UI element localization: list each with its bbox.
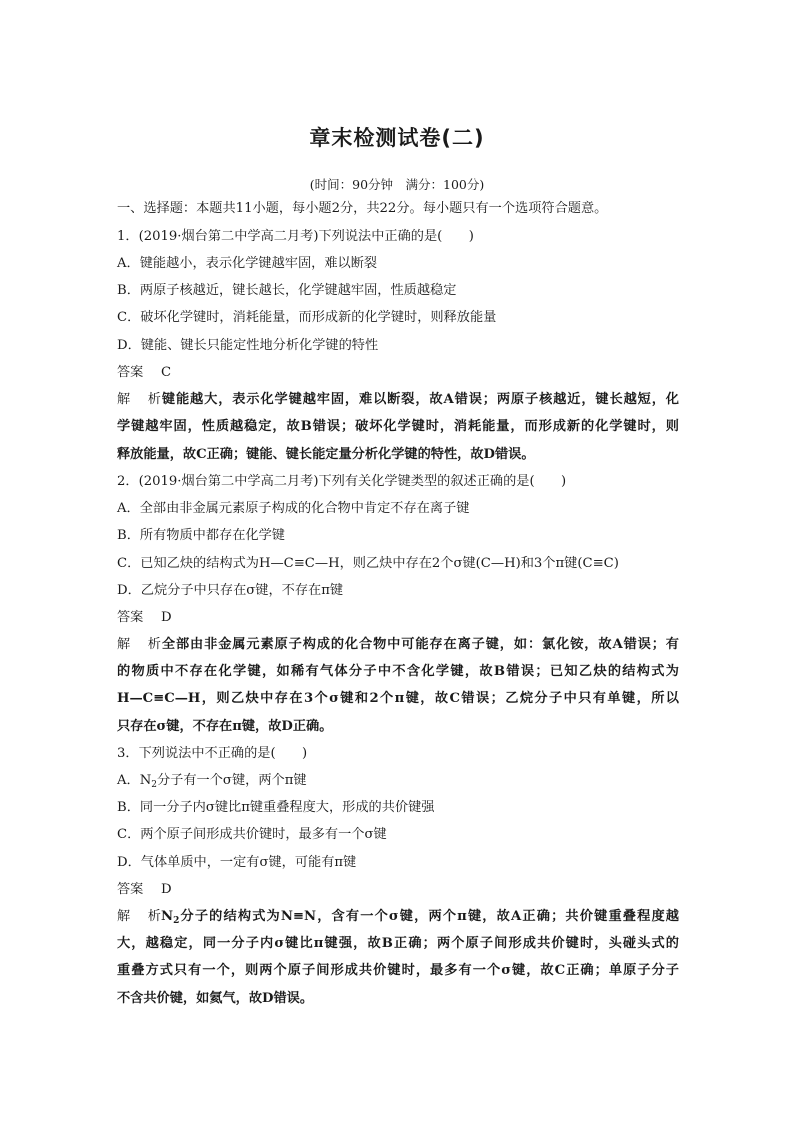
answer-label: 答案	[117, 610, 144, 625]
q3-option-a-prefix: A．N	[117, 773, 152, 788]
q1-option-d: D．键能、键长只能定性地分析化学键的特性	[117, 338, 379, 353]
q3-analysis-line	[117, 908, 679, 930]
exam-time-score: (时间：90分钟 满分：100分)	[309, 177, 485, 192]
q3-analysis-line: 重叠方式只有一个，则两个原子间形成共价键时，最多有一个σ键，故C正确；单原子分子	[117, 963, 679, 978]
q1-option-c: C．破坏化学键时，消耗能量，而形成新的化学键时，则释放能量	[117, 310, 497, 325]
q2-answer-row	[117, 609, 679, 627]
q1-analysis-line: 释放能量，故C正确；键能、键长能定量分析化学键的特性，故D错误。	[117, 447, 535, 462]
q3-answer-row	[117, 881, 679, 899]
analysis-label: 解析	[117, 637, 161, 652]
q1-analysis-line: 学键越牢固，性质越稳定，故B错误；破坏化学键时，消耗能量，而形成新的化学键时，则	[117, 419, 679, 434]
answer-label: 答案	[117, 882, 144, 897]
q2-analysis-line: 只存在σ键，不存在π键，故D正确。	[117, 719, 333, 734]
q1-analysis-line	[117, 391, 679, 409]
subscript: 2	[151, 780, 157, 790]
q2-analysis-line: 的物质中不存在化学键，如稀有气体分子中不含化学键，故B错误；已知乙炔的结构式为	[117, 664, 679, 679]
q3-analysis-line: 不含共价键，如氦气，故D错误。	[117, 991, 314, 1006]
section-heading: 一、选择题：本题共11小题，每小题2分，共22分。每小题只有一个选项符合题意。	[117, 201, 608, 216]
q1-option-b: B．两原子核越近，键长越长，化学键越牢固，性质越稳定	[117, 283, 457, 298]
q3-option-a	[117, 772, 679, 794]
q2-answer: D	[161, 610, 172, 625]
q3-option-d: D．气体单质中，一定有σ键，可能有π键	[117, 855, 357, 870]
q2-analysis-line: H—C≡C—H，则乙炔中存在3个σ键和2个π键，故C错误；乙烷分子中只有单键，所以	[117, 691, 679, 706]
q2-option-a: A．全部由非金属元素原子构成的化合物中肯定不存在离子键	[117, 501, 470, 516]
q1-stem: 1．(2019·烟台第二中学高二月考)下列说法中正确的是( )	[117, 229, 474, 244]
q3-option-a-text: 分子有一个σ键，两个π键	[157, 773, 307, 788]
q1-answer: C	[161, 365, 172, 380]
q2-option-b: B．所有物质中都存在化学键	[117, 528, 285, 543]
q3-stem: 3．下列说法中不正确的是( )	[117, 746, 308, 761]
q1-option-a: A．键能越小，表示化学键越牢固，难以断裂	[117, 256, 378, 271]
analysis-label: 解析	[117, 909, 161, 924]
answer-label: 答案	[117, 365, 144, 380]
analysis-label: 解析	[117, 392, 161, 407]
q3-analysis-rest: 分子的结构式为N≡N，含有一个σ键，两个π键，故A正确；共价键重叠程度越	[179, 909, 679, 924]
q3-option-c: C．两个原子间形成共价键时，最多有一个σ键	[117, 827, 387, 842]
page-title: 章末检测试卷(二)	[309, 126, 485, 150]
q2-option-c: C．已知乙炔的结构式为H—C≡C—H，则乙炔中存在2个σ键(C—H)和3个π键(C≡C)	[117, 556, 619, 571]
q3-analysis-prefix: N	[161, 909, 174, 924]
q2-option-d: D．乙烷分子中只存在σ键，不存在π键	[117, 583, 344, 598]
q1-answer-row	[117, 364, 679, 382]
q1-analysis-text: 键能越大，表示化学键越牢固，难以断裂，故A错误；两原子核越近，键长越短，化	[161, 392, 679, 407]
q3-analysis-text	[161, 909, 679, 924]
q2-analysis-text: 全部由非金属元素原子构成的化合物中可能存在离子键，如：氯化铵，故A错误；有	[161, 637, 679, 652]
q3-option-b: B．同一分子内σ键比π键重叠程度大，形成的共价键强	[117, 800, 435, 815]
q2-stem: 2．(2019·烟台第二中学高二月考)下列有关化学键类型的叙述正确的是( )	[117, 474, 567, 489]
subscript: 2	[173, 916, 180, 926]
q3-answer: D	[161, 882, 172, 897]
q3-analysis-line: 大，越稳定，同一分子内σ键比π键强，故B正确；两个原子间形成共价键时，头碰头式的	[117, 936, 679, 951]
q2-analysis-line	[117, 636, 679, 654]
